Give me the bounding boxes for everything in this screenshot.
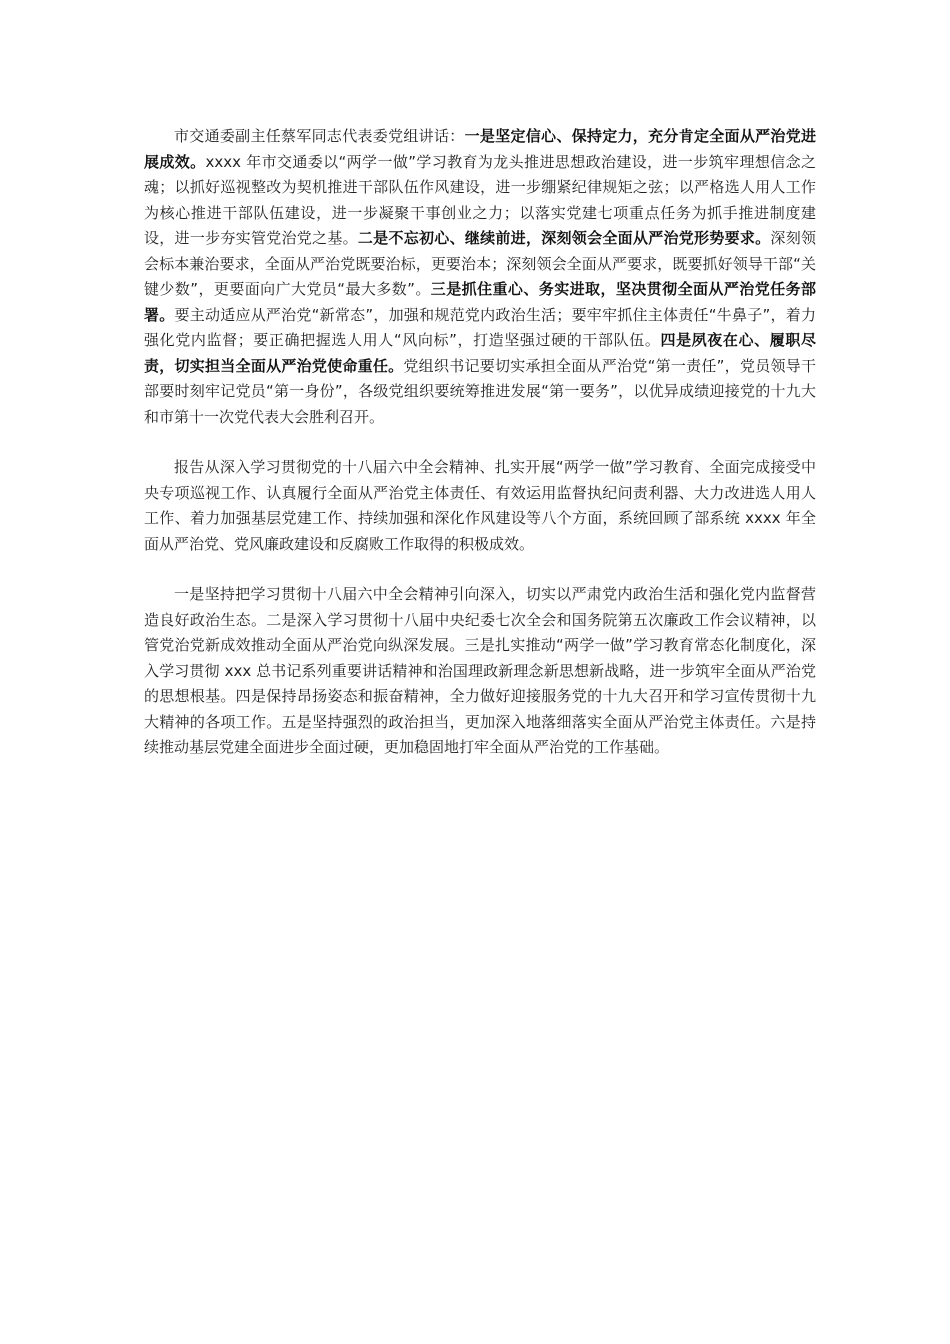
speech-point-one-body: xxxx 年市交通委以“两学一做”学习教育为龙头推进思想政治建设，进一步筑牢理想信念之魂；以抓好巡视整改为契机推进干部队伍作风建设，进一步绷紧纪律规矩之弦；以严格选人用人工作为核心推进干部队伍建设，进一步凝聚干事创业之力；以落实党建七项重点任务为抓手推进制度建设，进一步夯实管党治党之基。	[144, 152, 816, 247]
speech-point-one-heading: 一是坚定信心、保持定力，充分肯定全面从严治党进展成效。	[144, 127, 816, 171]
speech-point-three-body: 要主动适应从严治党“新常态”，加强和规范党内政治生活；要牢牢抓住主体责任“牛鼻子”，着力强化党内监督；要正确把握选人用人“风向标”，打造坚强过硬的干部队伍。	[144, 305, 816, 349]
speech-point-three-heading: 三是抓住重心、务实进取，坚决贯彻全面从严治党任务部署。	[144, 280, 816, 324]
speech-point-four-body: 党组织书记要切实承担全面从严治党“第一责任”，党员领导干部要时刻牢记党员“第一身份”，各级党组织要统筹推进发展“第一要务”，以优异成绩迎接党的十九大和市第十一次党代表大会胜利召开。	[144, 356, 816, 426]
speech-point-four-heading: 四是夙夜在心、履职尽责，切实担当全面从严治党使命重任。	[144, 331, 816, 375]
report-review-text: 报告从深入学习贯彻党的十八届六中全会精神、扎实开展“两学一做”学习教育、全面完成接受中央专项巡视工作、认真履行全面从严治党主体责任、有效运用监督执纪问责利器、大力改进选人用人工作、着力加强基层党建工作、持续加强和深化作风建设等八个方面，系统回顾了部系统 xxxx 年全面从严治党、党风廉政建设和反腐败工作取得的积极成效。	[144, 458, 816, 553]
paragraph-speech	[144, 124, 816, 430]
speech-intro: 市交通委副主任蔡军同志代表委党组讲话：	[174, 127, 465, 145]
document-body	[144, 124, 816, 786]
paragraph-tasks	[144, 582, 816, 761]
speech-point-two-body: 深刻领会标本兼治要求，全面从严治党既要治标，更要治本；深刻领会全面从严要求，既要抓好领导干部“关键少数”，更要面向广大党员“最大多数”。	[144, 229, 816, 298]
speech-point-two-heading: 二是不忘初心、继续前进，深刻领会全面从严治党形势要求。	[357, 229, 771, 247]
paragraph-report-review	[144, 455, 816, 557]
tasks-text: 一是坚持把学习贯彻十八届六中全会精神引向深入，切实以严肃党内政治生活和强化党内监督营造良好政治生态。二是深入学习贯彻十八届中央纪委七次全会和国务院第五次廉政工作会议精神，以管党治党新成效推动全面从严治党向纵深发展。三是扎实推动“两学一做”学习教育常态化制度化，深入学习贯彻 xxx 总书记系列重要讲话精神和治国理政新理念新思想新战略，进一步筑牢全面从严治党的思想根基。四是保持昂扬姿态和振奋精神，全力做好迎接服务党的十九大召开和学习宣传贯彻十九大精神的各项工作。五是坚持强烈的政治担当，更加深入地落细落实全面从严治党主体责任。六是持续推动基层党建全面进步全面过硬，更加稳固地打牢全面从严治党的工作基础。	[144, 585, 816, 756]
